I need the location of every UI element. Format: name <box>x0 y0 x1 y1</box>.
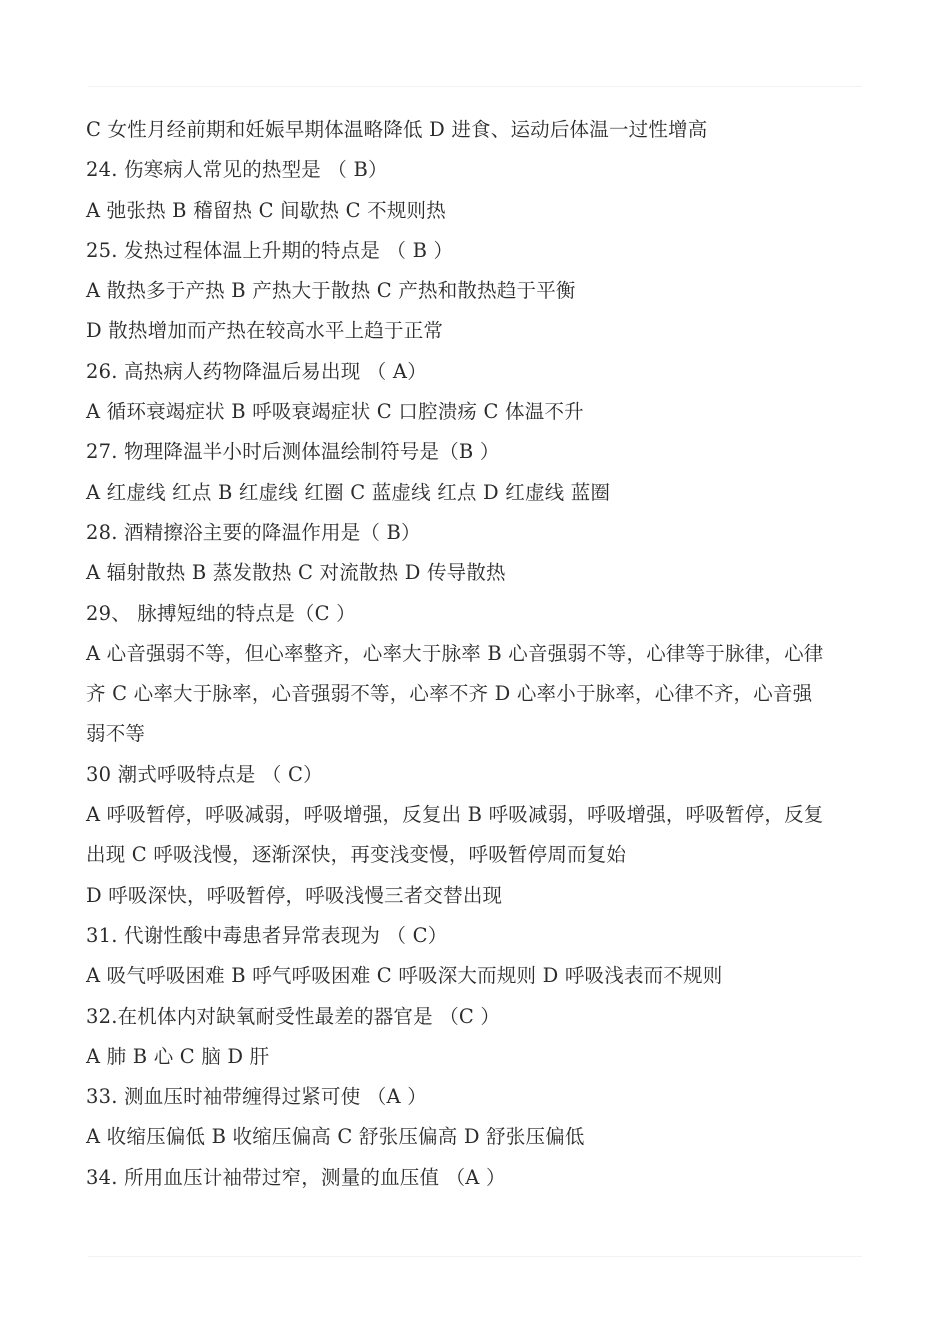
question-29: 29、 脉搏短绌的特点是（C ） <box>86 601 356 625</box>
question-32: 32.在机体内对缺氧耐受性最差的器官是 （C ） <box>86 1004 501 1028</box>
options-29-cont: 弱不等 <box>86 722 146 746</box>
question-34: 34. 所用血压计袖带过窄，测量的血压值 （A ） <box>86 1165 506 1189</box>
question-28: 28. 酒精擦浴主要的降温作用是（ B） <box>86 520 421 544</box>
options-29-cont: 齐 C 心率大于脉率，心音强弱不等，心率不齐 D 心率小于脉率，心律不齐，心音强 <box>86 682 813 706</box>
question-30: 30 潮式呼吸特点是 （ C） <box>86 762 323 786</box>
question-25: 25. 发热过程体温上升期的特点是 （ B ） <box>86 238 454 262</box>
question-text-body <box>86 113 866 1201</box>
text-line: C 女性月经前期和妊娠早期体温略降低 D 进食、运动后体温一过性增高 <box>86 118 708 141</box>
question-31: 31. 代谢性酸中毒患者异常表现为 （ C） <box>86 923 448 947</box>
header-divider <box>88 86 862 87</box>
footer-divider <box>88 1256 862 1257</box>
question-27: 27. 物理降温半小时后测体温绘制符号是（B ） <box>86 440 500 464</box>
options-25-cont: D 散热增加而产热在较高水平上趋于正常 <box>86 319 444 343</box>
options-29: A 心音强弱不等，但心率整齐，心率大于脉率 B 心音强弱不等，心律等于脉律，心律 <box>86 641 824 665</box>
options-30-cont: D 呼吸深快，呼吸暂停，呼吸浅慢三者交替出现 <box>86 883 503 907</box>
options-27: A 红虚线 红点 B 红虚线 红圈 C 蓝虚线 红点 D 红虚线 蓝圈 <box>86 480 611 504</box>
options-31: A 吸气呼吸困难 B 呼气呼吸困难 C 呼吸深大而规则 D 呼吸浅表而不规则 <box>86 964 723 988</box>
options-30: A 呼吸暂停，呼吸减弱，呼吸增强，反复出 B 呼吸减弱，呼吸增强，呼吸暂停，反复 <box>86 803 824 827</box>
options-25: A 散热多于产热 B 产热大于散热 C 产热和散热趋于平衡 <box>86 279 576 303</box>
options-30-cont: 出现 C 呼吸浅慢，逐渐深快，再变浅变慢，呼吸暂停周而复始 <box>86 843 627 867</box>
options-32: A 肺 B 心 C 脑 D 肝 <box>86 1044 270 1068</box>
question-24: 24. 伤寒病人常见的热型是 （ B） <box>86 158 388 182</box>
options-28: A 辐射散热 B 蒸发散热 C 对流散热 D 传导散热 <box>86 561 506 585</box>
question-26: 26. 高热病人药物降温后易出现 （ A） <box>86 359 427 383</box>
question-33: 33. 测血压时袖带缠得过紧可使 （A ） <box>86 1085 427 1109</box>
options-26: A 循环衰竭症状 B 呼吸衰竭症状 C 口腔溃疡 C 体温不升 <box>86 400 584 424</box>
options-24: A 弛张热 B 稽留热 C 间歇热 C 不规则热 <box>86 198 446 222</box>
options-33: A 收缩压偏低 B 收缩压偏高 C 舒张压偏高 D 舒张压偏低 <box>86 1125 585 1149</box>
